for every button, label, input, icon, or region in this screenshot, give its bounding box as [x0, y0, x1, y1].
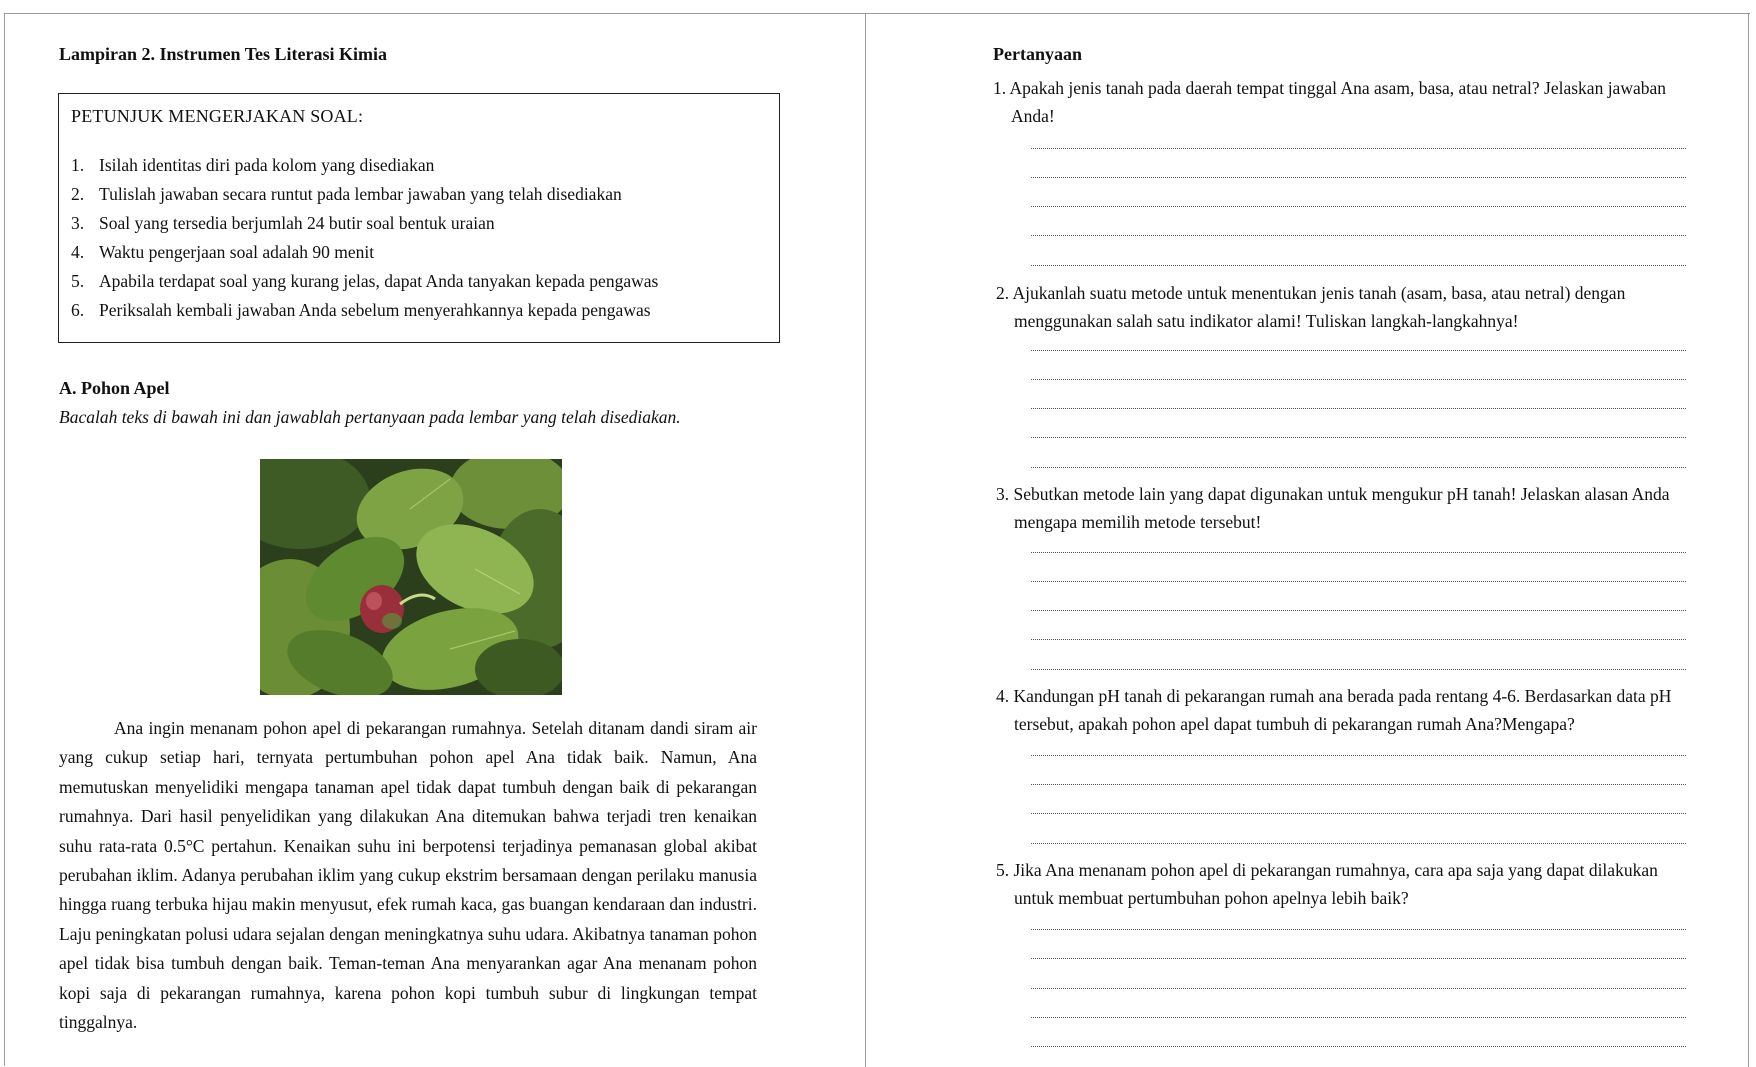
question-1 [993, 74, 1693, 130]
question-2 [996, 279, 1696, 335]
answer-line[interactable] [1031, 148, 1686, 149]
answer-line[interactable] [1031, 350, 1686, 351]
instruction-text: Apabila terdapat soal yang kurang jelas, dapat Anda tanyakan kepada pengawas [99, 271, 659, 291]
answer-line[interactable] [1031, 437, 1686, 438]
answer-line[interactable] [1031, 1017, 1686, 1018]
question-3 [996, 480, 1696, 536]
instruction-text: Periksalah kembali jawaban Anda sebelum menyerahkannya kepada pengawas [99, 300, 651, 320]
answer-line[interactable] [1031, 929, 1686, 930]
instruction-number: 6. [71, 300, 85, 320]
page-divider [865, 13, 866, 1067]
answer-line[interactable] [1031, 552, 1686, 553]
instruction-item [71, 209, 767, 238]
left-page-header [59, 44, 759, 65]
instruction-text: Waktu pengerjaan soal adalah 90 menit [99, 242, 375, 262]
answer-line[interactable] [1031, 813, 1686, 814]
question-4 [996, 682, 1696, 738]
answer-line[interactable] [1031, 408, 1686, 409]
instructions-heading: PETUNJUK MENGERJAKAN SOAL: [71, 106, 364, 126]
answer-line[interactable] [1031, 784, 1686, 785]
instruction-item [71, 180, 767, 209]
answer-line[interactable] [1031, 581, 1686, 582]
answer-line[interactable] [1031, 265, 1686, 266]
instruction-item [71, 267, 767, 296]
question-text: 5. Jika Ana menanam pohon apel di pekarangan rumahnya, cara apa saja yang dapat dilakukan untuk membuat pertumbuhan pohon apelnya lebih baik? [996, 860, 1658, 908]
document-title: Lampiran 2. Instrumen Tes Literasi Kimia [59, 44, 388, 64]
instruction-number: 3. [71, 213, 85, 233]
instruction-item [71, 151, 767, 180]
answer-line[interactable] [1031, 1046, 1686, 1047]
instructions-list [71, 151, 767, 325]
question-text: 1. Apakah jenis tanah pada daerah tempat tinggal Ana asam, basa, atau netral? Jelaskan jawaban Anda! [993, 78, 1666, 126]
answer-line[interactable] [1031, 235, 1686, 236]
questions-heading: Pertanyaan [993, 44, 1082, 64]
answer-line[interactable] [1031, 467, 1686, 468]
answer-line[interactable] [1031, 958, 1686, 959]
instruction-number: 2. [71, 184, 85, 204]
section-instruction: Bacalah teks di bawah ini dan jawablah pertanyaan pada lembar yang telah disediakan. [59, 407, 681, 427]
answer-line[interactable] [1031, 755, 1686, 756]
answer-line[interactable] [1031, 988, 1686, 989]
story-paragraph: Ana ingin menanam pohon apel di pekarangan rumahnya. Setelah ditanam dandi siram air yang cukup setiap hari, ternyata pertumbuhan pohon apel Ana tidak baik. Namun, Ana memutuskan menyelidiki mengapa tanaman apel tidak dapat tumbuh dengan baik di pekarangan rumahnya. Dari hasil penyelidikan yang dilakukan Ana ditemukan bahwa terjadi tren kenaikan suhu rata-rata 0.5°C pertahun. Kenaikan suhu ini berpotensi terjadinya pemanasan global akibat perubahan iklim. Adanya perubahan iklim yang cukup ekstrim bersamaan dengan perilaku manusia hingga ruang terbuka hijau makin menyusut, efek rumah kaca, gas buangan kendaraan dan industri. Laju peningkatan polusi udara sejalan dengan meningkatnya suhu udara. Akibatnya tanaman pohon apel tidak bisa tumbuh dengan baik. Teman-teman Ana menyarankan agar Ana menanam pohon kopi saja di pekarangan rumahnya, karena pohon kopi tumbuh subur di lingkungan tempat tinggalnya. [59, 718, 757, 1033]
question-5 [996, 856, 1696, 912]
answer-line[interactable] [1031, 843, 1686, 844]
instruction-text: Tulislah jawaban secara runtut pada lembar jawaban yang telah disediakan [99, 184, 622, 204]
answer-line[interactable] [1031, 639, 1686, 640]
instruction-number: 1. [71, 155, 85, 175]
page-right-edge [1748, 13, 1749, 1067]
instruction-number: 5. [71, 271, 85, 291]
answer-line[interactable] [1031, 610, 1686, 611]
instructions-box [58, 93, 780, 343]
answer-line[interactable] [1031, 177, 1686, 178]
instruction-text: Isilah identitas diri pada kolom yang disediakan [99, 155, 435, 175]
section-a [59, 378, 759, 428]
answer-line[interactable] [1031, 206, 1686, 207]
instruction-number: 4. [71, 242, 85, 262]
right-page-header [993, 44, 1693, 65]
instruction-text: Soal yang tersedia berjumlah 24 butir soal bentuk uraian [99, 213, 495, 233]
instruction-item [71, 296, 767, 325]
section-title: A. Pohon Apel [59, 378, 170, 398]
answer-line[interactable] [1031, 669, 1686, 670]
question-text: 2. Ajukanlah suatu metode untuk menentukan jenis tanah (asam, basa, atau netral) dengan menggunakan salah satu indikator alami! Tuliskan langkah-langkahnya! [996, 283, 1626, 331]
answer-line[interactable] [1031, 379, 1686, 380]
apple-tree-photo [260, 459, 562, 695]
question-text: 4. Kandungan pH tanah di pekarangan rumah ana berada pada rentang 4-6. Berdasarkan data pH tersebut, apakah pohon apel dapat tumbuh di pekarangan rumah Ana?Mengapa? [996, 686, 1672, 734]
instruction-item [71, 238, 767, 267]
question-text: 3. Sebutkan metode lain yang dapat digunakan untuk mengukur pH tanah! Jelaskan alasan Anda mengapa memilih metode tersebut! [996, 484, 1670, 532]
